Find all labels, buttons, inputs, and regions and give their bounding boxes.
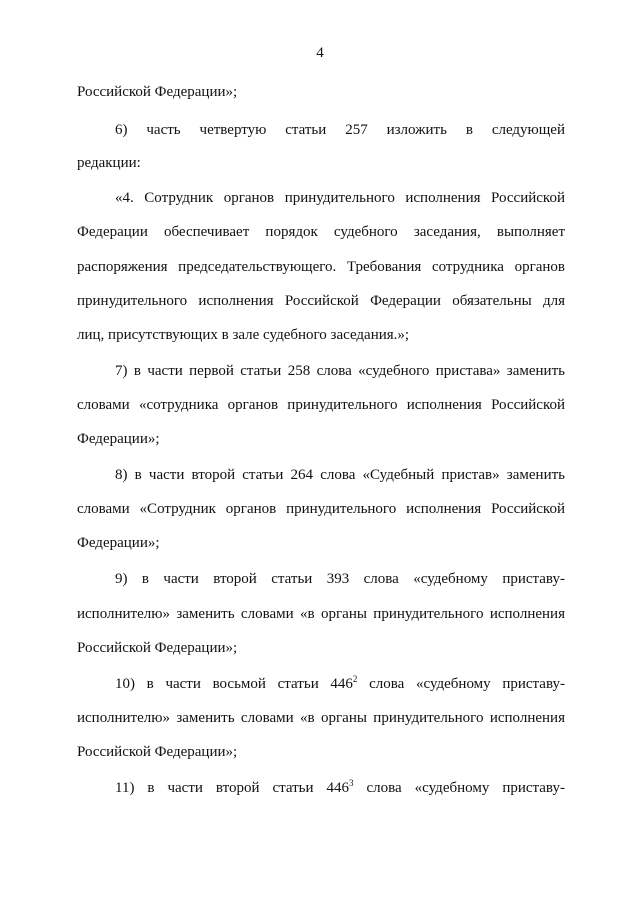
text-line: принудительного исполнения Российской Федерации обязательны для: [77, 293, 565, 309]
text-line: редакции:: [77, 155, 141, 171]
text-line: распоряжения председательствующего. Требования сотрудника органов: [77, 259, 565, 275]
text-line: 9) в части второй статьи 393 слова «судебному приставу-: [115, 571, 565, 587]
text-line: Федерации обеспечивает порядок судебного заседания, выполняет: [77, 224, 565, 240]
text-line: 8) в части второй статьи 264 слова «Судебный пристав» заменить: [115, 467, 565, 483]
text-line: словами «сотрудника органов принудительного исполнения Российской: [77, 397, 565, 413]
superscript: 2: [352, 674, 358, 684]
text-line: 6) часть четвертую статьи 257 изложить в следующей: [115, 122, 565, 138]
text-line: словами «Сотрудник органов принудительного исполнения Российской: [77, 501, 565, 517]
text-line: «4. Сотрудник органов принудительного исполнения Российской: [115, 190, 565, 206]
text-line: Российской Федерации»;: [77, 640, 238, 656]
text-line: исполнителю» заменить словами «в органы принудительного исполнения: [77, 710, 565, 726]
text-line: 10) в части восьмой статьи $446^2$ слова «судебному приставу-: [115, 674, 566, 692]
page-number: 4: [316, 45, 324, 61]
text-line: исполнителю» заменить словами «в органы принудительного исполнения: [77, 606, 565, 622]
text-line: Российской Федерации»;: [77, 744, 238, 760]
text-line: Российской Федерации»;: [77, 84, 238, 100]
text-line: 11) в части второй статьи $446^3$ слова «судебному приставу-: [115, 778, 565, 796]
text-line: Федерации»;: [77, 535, 160, 551]
text-line: 7) в части первой статьи 258 слова «судебного пристава» заменить: [115, 363, 565, 379]
text-line: Федерации»;: [77, 431, 160, 447]
text-line: лиц, присутствующих в зале судебного заседания.»;: [77, 327, 410, 343]
superscript: 3: [349, 778, 354, 788]
